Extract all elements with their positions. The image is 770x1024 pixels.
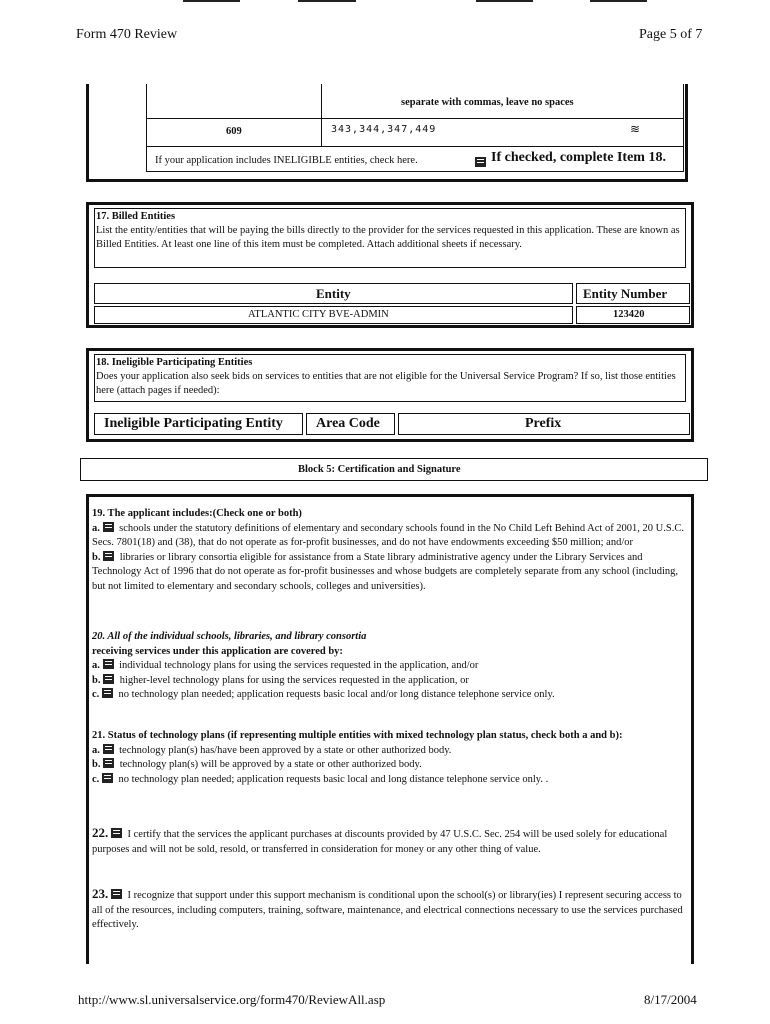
item16-divider-v xyxy=(321,84,322,147)
area-code-value: 609 xyxy=(226,126,242,137)
prefix-hint: separate with commas, leave no spaces xyxy=(401,97,574,108)
footer-date: 8/17/2004 xyxy=(644,992,697,1007)
item19-a-checkbox[interactable] xyxy=(103,522,114,532)
item20-subtitle: receiving services under this application are covered by: xyxy=(92,645,343,657)
item21-c-checkbox[interactable] xyxy=(102,773,113,783)
item19-a-text: schools under the statutory definitions of elementary and secondary schools found in the No Child Left Behind Act of 2001, 20 U.S.C. Secs. 7801(18) and (38), that do not operate as for-profit businesses, and do not have endowments exceeding $50 million; and/or xyxy=(92,522,684,548)
item20-c-checkbox[interactable] xyxy=(102,688,113,698)
item21-b-text: technology plan(s) will be approved by a state or other authorized body. xyxy=(119,759,422,770)
item23-number: 23. xyxy=(92,886,109,901)
item23 xyxy=(92,887,692,933)
item21-title: 21. Status of technology plans (if representing multiple entities with mixed technology plan status, check both a and b): xyxy=(92,730,623,741)
col-ineligible-entity-label: Ineligible Participating Entity xyxy=(104,416,283,431)
scan-mark xyxy=(183,0,240,2)
item18-desc: Does your application also seek bids on services to entities that are not eligible for the Universal Service Program? If so, list those entities here (attach pages if needed): xyxy=(96,371,676,396)
col-area-code-label: Area Code xyxy=(316,416,380,431)
scan-mark xyxy=(298,0,356,2)
prefixes-value: 343,344,347,449 xyxy=(331,124,437,135)
block5-title: Block 5: Certification and Signature xyxy=(298,464,461,475)
scan-mark xyxy=(476,0,533,2)
delete-icon[interactable]: ≋ xyxy=(630,122,641,136)
item21-b-label: b. xyxy=(92,759,101,770)
col-entity-number-label: Entity Number xyxy=(583,286,668,301)
item20-a-label: a. xyxy=(92,660,100,671)
item17-title: 17. Billed Entities xyxy=(96,211,176,222)
item21-c-text: no technology plan needed; application requests basic local and long distance telephone service only. . xyxy=(118,773,549,785)
item19-b-checkbox[interactable] xyxy=(103,551,114,561)
item21-a-text: technology plan(s) has/have been approved by a state or other authorized body. xyxy=(119,744,452,756)
item23-text: I recognize that support under this support mechanism is conditional upon the school(s) or library(ies) I represent securing access to all of the resources, including computers, training, software, maintenance, and electrical connections necessary to use the services purchased effectively. xyxy=(92,890,683,930)
item22-text: I certify that the services the applicant purchases at discounts provided by 47 U.S.C. Sec. 254 will be used solely for educational purposes and will not be sold, resold, or transferred in consideration for money or any other thing of value. xyxy=(92,829,668,855)
item20-c-label: c. xyxy=(92,689,100,700)
item20-b-label: b. xyxy=(92,674,101,686)
item20-a-checkbox[interactable] xyxy=(103,659,114,669)
item19-a-label: a. xyxy=(92,522,100,534)
item20-a-text: individual technology plans for using the services requested in the application, and/or xyxy=(119,660,479,671)
page-title: Form 470 Review xyxy=(76,27,178,42)
item19-title: 19. The applicant includes:(Check one or both) xyxy=(92,508,302,519)
item20-b-checkbox[interactable] xyxy=(103,674,114,684)
ineligible-checkbox[interactable] xyxy=(475,153,489,171)
item18-title: 18. Ineligible Participating Entities xyxy=(96,357,253,368)
item20-c-text: no technology plan needed; application requests basic local and/or long distance telephone service only. xyxy=(118,689,555,700)
item23-checkbox[interactable] xyxy=(111,889,122,899)
entity-number: 123420 xyxy=(613,309,645,320)
item20-title: 20. All of the individual schools, libraries, and library consortia xyxy=(92,631,367,642)
item16-divider-h xyxy=(146,118,684,119)
item20-b-text: higher-level technology plans for using the services requested in the application, or xyxy=(119,674,469,686)
entity-name: ATLANTIC CITY BVE-ADMIN xyxy=(248,309,389,320)
item22-checkbox[interactable] xyxy=(111,828,122,838)
ineligible-note: If checked, complete Item 18. xyxy=(491,150,666,165)
ineligible-text: If your application includes INELIGIBLE entities, check here. xyxy=(155,155,418,166)
item19 xyxy=(92,507,692,594)
item17-section xyxy=(86,202,694,328)
item21-a-checkbox[interactable] xyxy=(103,744,114,754)
scan-mark xyxy=(590,0,647,2)
item17-desc: List the entity/entities that will be paying the bills directly to the provider for the services requested in this application. These are known as Billed Entities. At least one line of this item must be completed. Attach additional sheets if necessary. xyxy=(96,225,680,250)
col-entity-label: Entity xyxy=(316,286,351,301)
footer-url[interactable]: http://www.sl.universalservice.org/form470/ReviewAll.asp xyxy=(78,992,386,1007)
item16-divider-h2 xyxy=(146,146,684,147)
item22 xyxy=(92,826,692,857)
item21 xyxy=(92,729,692,787)
item22-number: 22. xyxy=(92,825,109,840)
item16-table xyxy=(86,84,688,182)
item21-b-checkbox[interactable] xyxy=(103,758,114,768)
col-prefix-label: Prefix xyxy=(525,416,562,431)
page-number: Page 5 of 7 xyxy=(639,27,703,42)
item20 xyxy=(92,630,692,703)
item21-a-label: a. xyxy=(92,744,100,756)
item18-section xyxy=(86,348,694,442)
item19-b-text: libraries or library consortia eligible for assistance from a State library administrative agency under the Library Services and Technology Act of 1996 that do not operate as for-profit businesses and whose budgets are completely separate from any school (including, but not limited to elementary and secondary schools, colleges and universities). xyxy=(92,551,679,592)
item19-b-label: b. xyxy=(92,551,101,563)
item21-c-label: c. xyxy=(92,773,100,785)
